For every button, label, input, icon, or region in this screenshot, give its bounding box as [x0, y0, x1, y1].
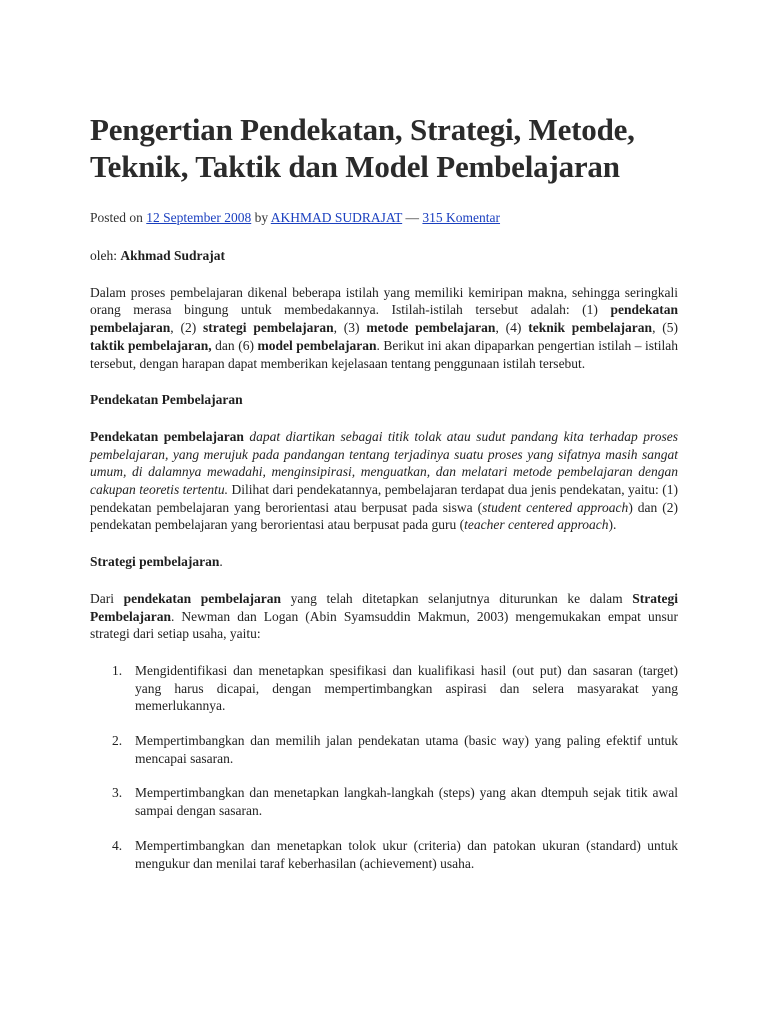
meta-separator: —	[405, 210, 420, 225]
body-text: yang telah ditetapkan selanjutnya diturunkan ke dalam	[280, 590, 633, 606]
term-student-centered: student centered approach	[482, 499, 629, 515]
comments-link[interactable]: 315 Komentar	[422, 210, 501, 225]
list-number: 4.	[112, 837, 123, 853]
byline-author: Akhmad Sudrajat	[120, 248, 226, 263]
intro-text: , (5)	[652, 320, 679, 336]
strategy-elements-list	[90, 662, 678, 872]
body-text: . Newman dan Logan (Abin Syamsuddin Makmun, 2003) mengemukakan empat unsur strategi dari setiap usaha, yaitu:	[90, 608, 678, 642]
list-item	[90, 732, 678, 767]
post-meta	[90, 209, 678, 227]
list-item	[90, 662, 678, 715]
article	[90, 111, 678, 889]
article-title: Pengertian Pendekatan, Strategi, Metode, Teknik, Taktik dan Model Pembelajaran	[90, 112, 635, 184]
post-date-link[interactable]: 12 September 2008	[146, 210, 252, 225]
body-text: ).	[608, 517, 617, 533]
heading-suffix: .	[219, 554, 223, 570]
intro-text: Dalam proses pembelajaran dikenal beberapa istilah yang memiliki kemiripan makna, sehingga seringkali orang merasa bingung untuk membedakannya. Istilah-istilah tersebut adalah: (1)	[90, 284, 678, 318]
section-heading-strategi	[90, 553, 678, 571]
intro-text: . Berikut ini akan dipaparkan pengertian istilah – istilah tersebut, dengan harapan dapat memberikan kejelasaan tentang penggunaan istilah tersebut.	[90, 337, 678, 371]
list-number: 2.	[112, 733, 123, 749]
term-strategi: Strategi Pembelajaran	[90, 590, 678, 624]
list-item-text: Mempertimbangkan dan menetapkan langkah-langkah (steps) yang akan dtempuh sejak titik awal sampai dengan sasaran.	[135, 785, 678, 819]
list-number: 3.	[112, 785, 123, 801]
intro-text: , (4)	[495, 320, 529, 336]
byline	[90, 247, 678, 265]
heading-text: Strategi pembelajaran	[90, 554, 220, 570]
body-text: ) dan (2) pendekatan pembelajaran yang berorientasi atau berpusat pada guru (	[90, 499, 678, 533]
section-heading-pendekatan	[90, 391, 678, 409]
strategi-paragraph	[90, 590, 678, 643]
list-item-text: Mempertimbangkan dan menetapkan tolok ukur (criteria) dan patokan ukuran (standard) untuk mengukur dan menilai taraf keberhasilan (achievement) usaha.	[135, 837, 678, 871]
body-text: Dari	[90, 590, 124, 606]
list-item-text: Mempertimbangkan dan memilih jalan pendekatan utama (basic way) yang paling efektif untuk mencapai sasaran.	[135, 733, 678, 766]
body-text: Dilihat dari pendekatannya, pembelajaran terdapat dua jenis pendekatan, yaitu: (1) pendekatan pembelajaran yang berorientasi atau berpusat pada siswa (	[90, 482, 678, 515]
intro-text: dan (6)	[211, 337, 258, 353]
term-pendekatan: Pendekatan pembelajaran	[90, 428, 244, 444]
term-teknik: teknik pembelajaran	[528, 320, 653, 336]
term-metode: metode pembelajaran	[366, 320, 496, 336]
term-pendekatan: pendekatan pembelajaran	[123, 590, 281, 606]
intro-text: , (3)	[333, 320, 367, 336]
list-item	[90, 784, 678, 819]
definition-text: dapat diartikan sebagai titik tolak atau sudut pandang kita terhadap proses pembelajaran, yang merujuk pada pandangan tentang terjadinya suatu proses yang sifatnya masih sangat umum, di dalamnya mewadahi, menginsipirasi, menguatkan, dan melatari metode pembelajaran dengan cakupan teoretis tertentu.	[90, 428, 678, 498]
intro-text: , (2)	[170, 320, 204, 336]
list-item	[90, 837, 678, 872]
term-strategi: strategi pembelajaran	[203, 320, 334, 336]
term-teacher-centered: teacher centered approach	[464, 517, 609, 533]
posted-on-label: Posted on	[90, 210, 143, 225]
byline-prefix: oleh:	[90, 248, 117, 263]
term-model: model pembelajaran	[257, 337, 377, 353]
by-label: by	[254, 210, 269, 225]
pendekatan-paragraph	[90, 428, 678, 534]
list-item-text: Mengidentifikasi dan menetapkan spesifikasi dan kualifikasi hasil (out put) dan sasaran (target) yang harus dicapai, dengan mempertimbangkan aspirasi dan selera masyarakat yang memerlukannya.	[135, 662, 678, 714]
heading-text: Pendekatan Pembelajaran	[90, 392, 243, 408]
author-link[interactable]: AKHMAD SUDRAJAT	[270, 210, 403, 225]
term-taktik: taktik pembelajaran,	[90, 337, 212, 353]
list-number: 1.	[112, 662, 123, 678]
term-pendekatan: pendekatan pembelajaran	[90, 302, 678, 336]
intro-paragraph	[90, 284, 678, 373]
